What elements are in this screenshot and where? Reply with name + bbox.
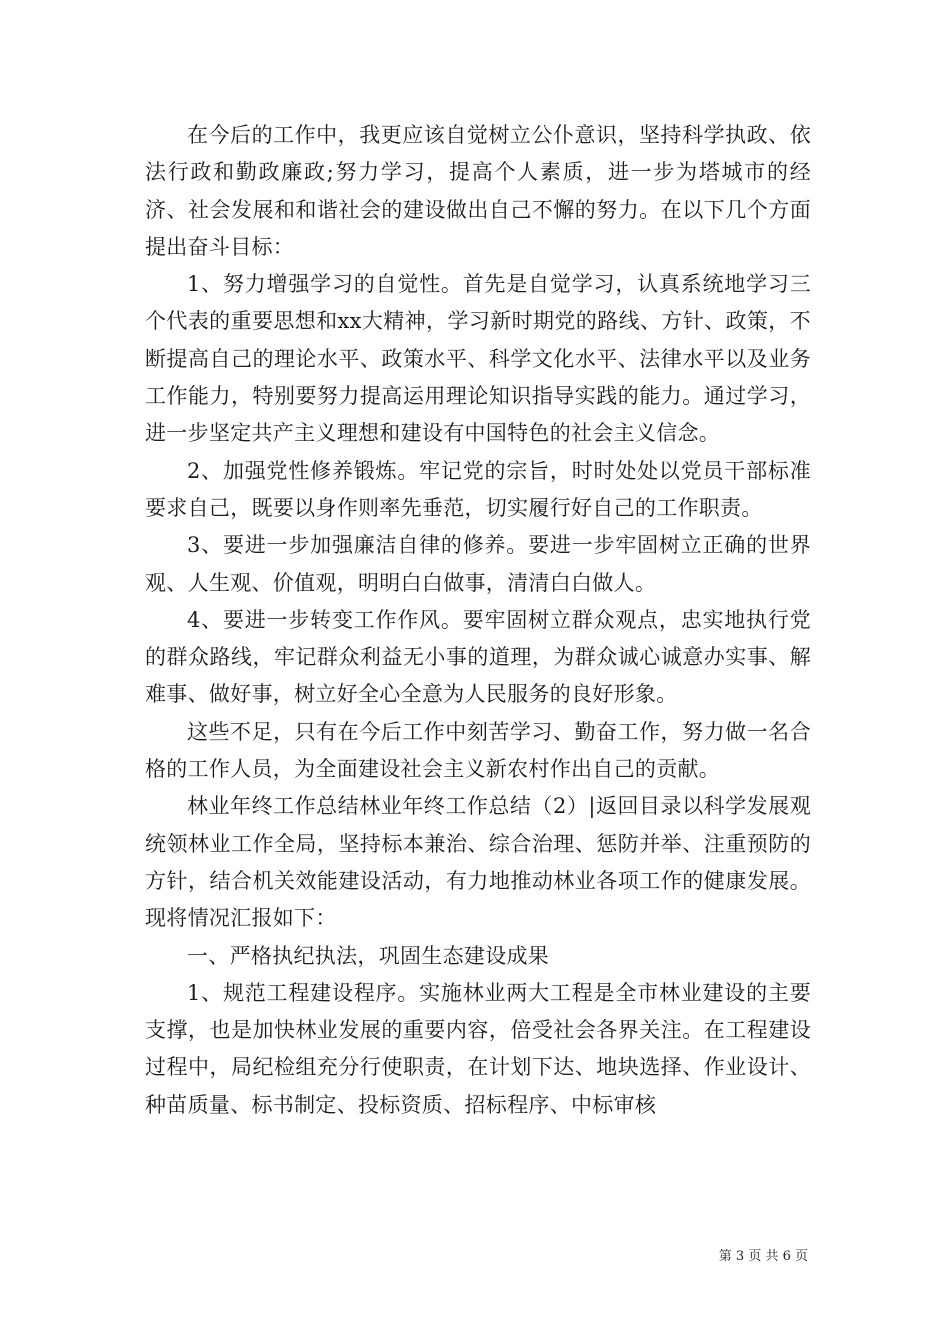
section-heading: 一、严格执纪执法，巩固生态建设成果 xyxy=(187,943,550,968)
paragraph-item-2: 2、加强党性修养锻炼。牢记党的宗旨，时时处处以党员干部标准要求自己，既要以身作则率先垂范，切实履行好自己的工作职责。 xyxy=(145,458,811,520)
paragraph-section-item-1: 1、规范工程建设程序。实施林业两大工程是全市林业建设的主要支撑，也是加快林业发展的重要内容，倍受社会各界关注。在工程建设过程中，局纪检组充分行使职责，在计划下达、地块选择、作业设计、种苗质量、标书制定、投标资质、招标程序、中标审核 xyxy=(145,980,811,1117)
paragraph-item-4: 4、要进一步转变工作作风。要牢固树立群众观点，忠实地执行党的群众路线，牢记群众利益无小事的道理，为群众诚心诚意办实事、解难事、做好事，树立好全心全意为人民服务的良好形象。 xyxy=(145,607,811,707)
page-number: 第 3 页 共 6 页 xyxy=(718,1249,808,1264)
paragraph-item-1: 1、努力增强学习的自觉性。首先是自觉学习，认真系统地学习三个代表的重要思想和xx大精神，学习新时期党的路线、方针、政策，不断提高自己的理论水平、政策水平、科学文化水平、法律水平以及业务工作能力，特别要努力提高运用理论知识指导实践的能力。通过学习，进一步坚定共产主义理想和建设有中国特色的社会主义信念。 xyxy=(145,272,811,446)
paragraph-conclusion: 这些不足，只有在今后工作中刻苦学习、勤奋工作，努力做一名合格的工作人员，为全面建设社会主义新农村作出自己的贡献。 xyxy=(145,719,811,782)
document-body xyxy=(145,117,811,1124)
paragraph-forestry-summary: 林业年终工作总结林业年终工作总结（2）|返回目录以科学发展观统领林业工作全局，坚持标本兼治、综合治理、惩防并举、注重预防的方针，结合机关效能建设活动，有力地推动林业各项工作的健康发展。现将情况汇报如下： xyxy=(145,794,811,931)
paragraph-intro: 在今后的工作中，我更应该自觉树立公仆意识，坚持科学执政、依法行政和勤政廉政;努力学习，提高个人素质，进一步为塔城市的经济、社会发展和和谐社会的建设做出自己不懈的努力。在以下几个方面提出奋斗目标： xyxy=(145,123,811,259)
paragraph-item-3: 3、要进一步加强廉洁自律的修养。要进一步牢固树立正确的世界观、人生观、价值观，明明白白做事，清清白白做人。 xyxy=(145,533,811,595)
